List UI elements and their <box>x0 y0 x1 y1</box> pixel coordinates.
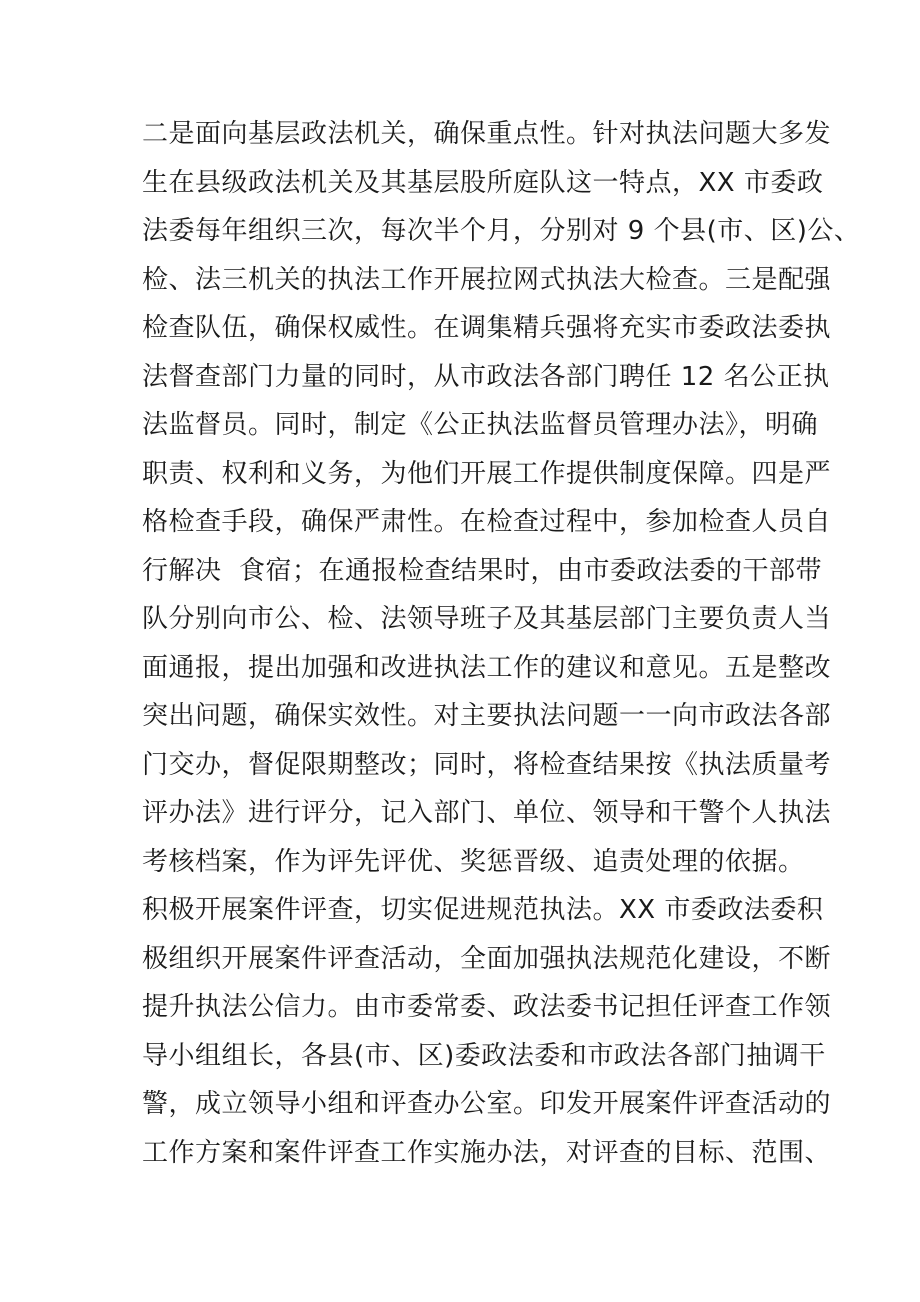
text-line: 队分别向市公、检、法领导班子及其基层部门主要负责人当 <box>142 604 832 634</box>
text-line: 职责、权利和义务，为他们开展工作提供制度保障。四是严 <box>142 458 832 489</box>
text-line: 突出问题，确保实效性。对主要执法问题一一向市政法各部 <box>142 701 832 731</box>
text-line: 考核档案，作为评先评优、奖惩晋级、追责处理的依据。 <box>142 846 805 877</box>
text-line: 提升执法公信力。由市委常委、政法委书记担任评查工作领 <box>142 992 832 1022</box>
text-line: 工作方案和案件评查工作实施办法，对评查的目标、范围、 <box>142 1137 832 1168</box>
text-line: 法委每年组织三次，每次半个月，分别对 9 个县(市、区)公、 <box>142 216 861 246</box>
text-line: 格检查手段，确保严肃性。在检查过程中，参加检查人员自 <box>142 507 832 537</box>
text-line: 二是面向基层政法机关，确保重点性。针对执法问题大多发 <box>142 119 832 149</box>
text-line: 极组织开展案件评查活动，全面加强执法规范化建设，不断 <box>142 943 832 974</box>
text-line: 法督查部门力量的同时，从市政法各部门聘任 12 名公正执 <box>142 361 830 392</box>
text-line: 面通报，提出加强和改进执法工作的建议和意见。五是整改 <box>142 652 832 683</box>
text-line: 评办法》进行评分，记入部门、单位、领导和干警个人执法 <box>142 798 832 828</box>
text-line: 积极开展案件评查，切实促进规范执法。XX 市委政法委积 <box>142 895 824 925</box>
text-line: 警，成立领导小组和评查办公室。印发开展案件评查活动的 <box>142 1089 832 1119</box>
text-line: 生在县级政法机关及其基层股所庭队这一特点，XX 市委政 <box>142 167 824 198</box>
text-line: 检、法三机关的执法工作开展拉网式执法大检查。三是配强 <box>142 264 832 295</box>
text-line: 门交办，督促限期整改；同时，将检查结果按《执法质量考 <box>142 749 832 780</box>
text-line: 导小组组长，各县(市、区)委政法委和市政法各部门抽调干 <box>142 1040 826 1071</box>
body-text <box>142 110 861 1177</box>
text-line: 行解决 食宿；在通报检查结果时，由市委政法委的干部带 <box>142 555 823 586</box>
text-line: 法监督员。同时，制定《公正执法监督员管理办法》，明确 <box>142 410 819 440</box>
text-line: 检查队伍，确保权威性。在调集精兵强将充实市委政法委执 <box>142 313 832 343</box>
